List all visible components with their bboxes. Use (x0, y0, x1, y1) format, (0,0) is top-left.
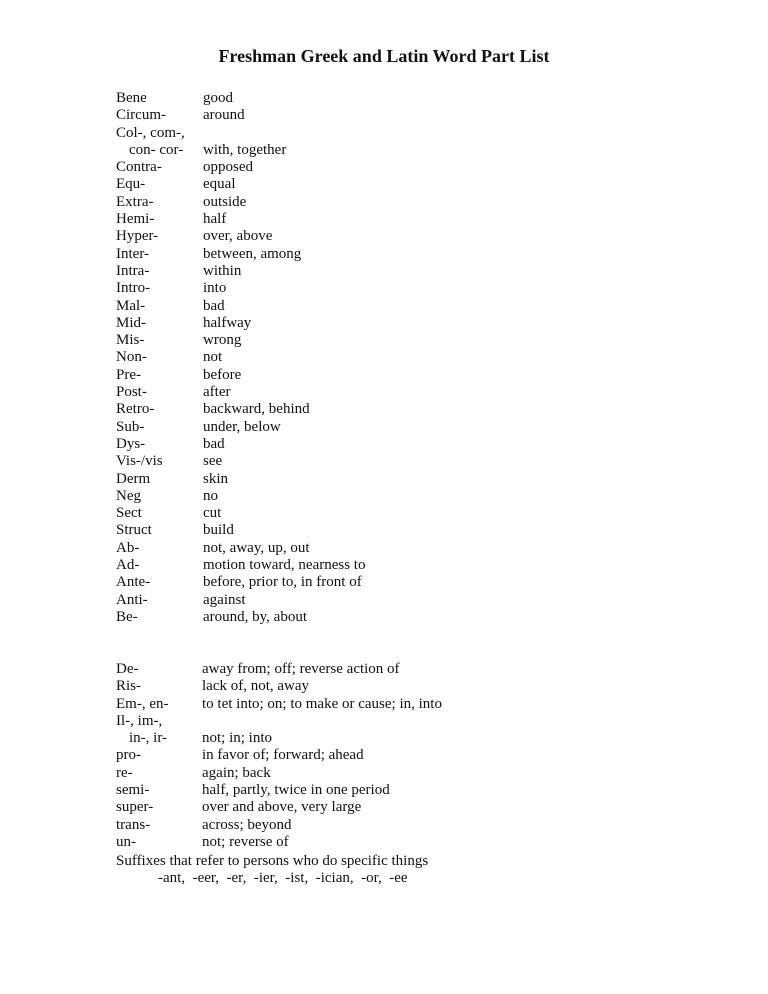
word-part-term: Dys- (116, 435, 146, 452)
word-part-term: Non- (116, 349, 147, 366)
word-part-meaning: into (203, 280, 227, 297)
word-part-meaning: half (203, 211, 227, 228)
word-part-meaning: equal (203, 176, 236, 193)
word-part-meaning: backward, behind (203, 401, 310, 418)
word-part-term: semi- (116, 782, 150, 799)
word-part-term: trans- (116, 816, 151, 833)
word-part-meaning: around (203, 107, 245, 124)
word-part-term: Em-, en- (116, 695, 169, 712)
word-part-meaning: across; beyond (202, 816, 292, 833)
word-part-term: Mal- (116, 297, 146, 314)
word-part-term: Intro- (116, 280, 151, 297)
word-part-term: Vis-/vis (116, 453, 163, 470)
word-part-term: Col-, com-, (116, 124, 185, 141)
word-part-term: Circum- (116, 107, 166, 124)
word-part-term: Anti- (116, 591, 148, 608)
word-part-meaning: opposed (203, 159, 253, 176)
word-part-meaning: not; reverse of (202, 833, 289, 850)
word-part-term: super- (116, 799, 154, 816)
word-part-meaning: cut (203, 505, 222, 522)
word-part-term: in-, ir- (129, 730, 168, 747)
word-part-meaning: see (203, 453, 223, 470)
word-part-meaning: to tet into; on; to make or cause; in, into (202, 695, 442, 712)
word-part-meaning: within (203, 262, 242, 279)
word-part-meaning: away from; off; reverse action of (202, 661, 400, 677)
word-part-meaning: good (203, 90, 233, 106)
word-part-meaning: after (203, 384, 231, 401)
word-part-term: Intra- (116, 262, 150, 279)
word-part-meaning: between, among (203, 245, 302, 262)
word-part-term: Sub- (116, 418, 145, 435)
word-part-meaning: before (203, 366, 242, 383)
word-part-meaning: in favor of; forward; ahead (202, 747, 364, 764)
word-part-meaning: bad (203, 297, 225, 314)
word-part-term: Ab- (116, 539, 140, 556)
word-part-term: Contra- (116, 159, 162, 176)
word-part-meaning: skin (203, 470, 229, 487)
word-part-meaning: no (203, 487, 218, 504)
word-part-term: Neg (116, 487, 141, 504)
word-part-meaning: halfway (203, 314, 252, 331)
word-part-term: Il-, im-, (116, 712, 163, 729)
word-part-meaning: motion toward, nearness to (203, 557, 366, 574)
word-part-term: re- (116, 764, 133, 781)
word-part-meaning: outside (203, 193, 247, 210)
suffix-heading: Suffixes that refer to persons who do specific things (116, 853, 429, 869)
word-part-meaning: under, below (203, 418, 281, 435)
word-part-meaning: over and above, very large (202, 799, 362, 816)
word-part-term: Sect (116, 505, 142, 522)
word-part-term: Retro- (116, 401, 155, 418)
word-part-term: un- (116, 833, 136, 850)
word-part-meaning: over, above (203, 228, 273, 245)
word-part-meaning: before, prior to, in front of (203, 574, 362, 591)
word-part-meaning: not (203, 349, 223, 366)
word-part-term: Hyper- (116, 228, 159, 245)
word-part-meaning: not; in; into (202, 730, 273, 747)
word-part-meaning: lack of, not, away (202, 678, 310, 695)
word-part-meaning: against (203, 591, 246, 608)
word-part-term: Derm (116, 470, 151, 487)
word-part-meaning: wrong (203, 332, 242, 349)
word-part-term: Post- (116, 384, 147, 401)
word-part-term: Struct (116, 522, 152, 539)
word-part-term: Be- (116, 608, 138, 625)
suffix-list: -ant, -eer, -er, -ier, -ist, -ician, -or, -ee (158, 870, 408, 886)
word-part-meaning: bad (203, 435, 225, 452)
word-part-term: Ante- (116, 574, 151, 591)
word-part-term: Pre- (116, 366, 141, 383)
word-part-meaning: not, away, up, out (203, 539, 310, 556)
word-part-meaning: build (203, 522, 234, 539)
word-part-term: Mis- (116, 332, 145, 349)
word-part-term: Inter- (116, 245, 150, 262)
word-part-term: Equ- (116, 176, 146, 193)
word-part-meaning: half, partly, twice in one period (202, 782, 390, 799)
word-part-term: Bene (116, 90, 147, 106)
word-part-term: pro- (116, 747, 141, 764)
word-part-term: Mid- (116, 314, 146, 331)
word-part-meaning: again; back (202, 764, 271, 781)
word-part-term: De- (116, 661, 139, 677)
page-title: Freshman Greek and Latin Word Part List (218, 46, 550, 66)
word-part-meaning: with, together (203, 141, 287, 158)
word-part-term: Ad- (116, 557, 140, 574)
word-part-meaning: around, by, about (203, 608, 308, 625)
word-part-term: con- cor- (129, 141, 184, 158)
word-part-term: Hemi- (116, 211, 155, 228)
word-part-term: Extra- (116, 193, 154, 210)
word-part-term: Ris- (116, 678, 142, 695)
